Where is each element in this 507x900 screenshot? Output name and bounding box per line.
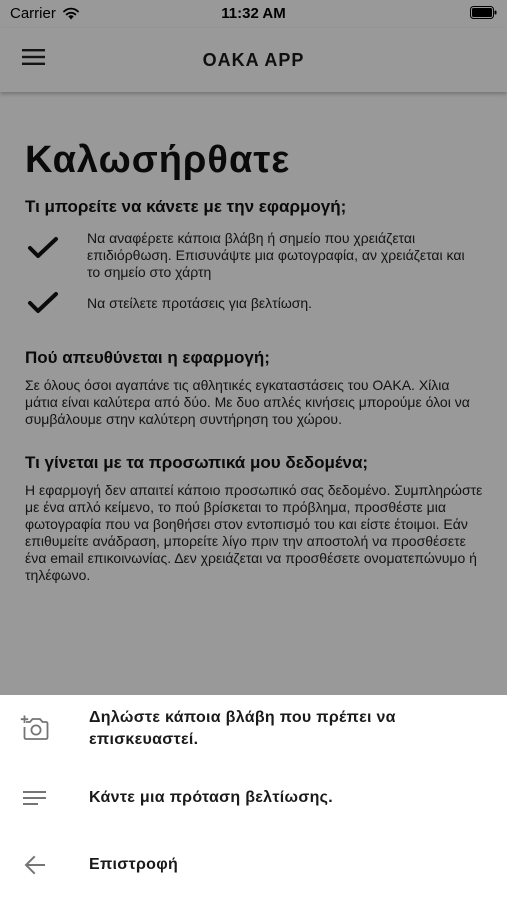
welcome-heading: Καλωσήρθατε — [25, 139, 291, 181]
status-bar — [0, 0, 507, 28]
features-heading: Τι μπορείτε να κάνετε με την εφαρμογή; — [25, 197, 347, 216]
app-bar — [0, 28, 507, 92]
battery-icon — [470, 6, 497, 23]
bottom-sheet — [0, 695, 507, 900]
feature-item — [25, 295, 485, 315]
suggest-improvement-option[interactable] — [0, 775, 507, 837]
report-damage-label: Δηλώστε κάποια βλάβη που πρέπει να επισκευαστεί. — [89, 709, 396, 748]
feature-text: Να αναφέρετε κάποια βλάβη ή σημείο που χρειάζεται επιδιόρθωση. Επισυνάψτε μια φωτογραφία, αν χρειάζεται και το σημείο στο χάρτη — [87, 230, 465, 280]
notes-icon — [23, 789, 47, 809]
feature-text: Να στείλετε προτάσεις για βελτίωση. — [87, 295, 313, 311]
checkmark-icon — [27, 236, 59, 260]
checkmark-icon — [27, 291, 59, 315]
back-option[interactable] — [0, 837, 507, 900]
back-label: Επιστροφή — [89, 856, 179, 873]
suggest-improvement-label: Κάντε μια πρόταση βελτίωσης. — [89, 789, 334, 806]
privacy-heading: Τι γίνεται με τα προσωπικά μου δεδομένα; — [25, 453, 369, 472]
status-time: 11:32 AM — [221, 5, 286, 22]
add-photo-icon — [20, 714, 50, 742]
app-title: OAKA APP — [202, 50, 305, 70]
welcome-content — [25, 92, 485, 584]
feature-item — [25, 230, 485, 281]
audience-heading: Πού απευθύνεται η εφαρμογή; — [25, 348, 270, 367]
audience-text: Σε όλους όσοι αγαπάνε τις αθλητικές εγκαταστάσεις του ΟΑΚΑ. Χίλια μάτια είναι καλύτερα από δύο. Με δυο απλές κινήσεις μπορούμε όλοι να συμβάλουμε στην καλύτερη συντήρηση του χώρου. — [25, 377, 470, 427]
privacy-text: Η εφαρμογή δεν απαιτεί κάποιο προσωπικό σας δεδομένο. Συμπληρώστε με ένα απλό κείμενο, το πού βρίσκεται το πρόβλημα, προσθέστε μια φωτογραφία που να βοηθήσει στον εντοπισμό του και είστε έτοιμοι. Εάν επιθυμείτε ανάδραση, μπορείτε λίγο πριν την αποστολή να προσθέσετε ένα email επικοινωνίας. Δεν χρειάζεται να προσθέσετε ονοματεπώνυμο ή τηλέφωνο. — [25, 482, 483, 583]
report-damage-option[interactable] — [0, 695, 507, 775]
back-arrow-icon — [24, 855, 46, 875]
carrier-label: Carrier — [10, 5, 56, 22]
